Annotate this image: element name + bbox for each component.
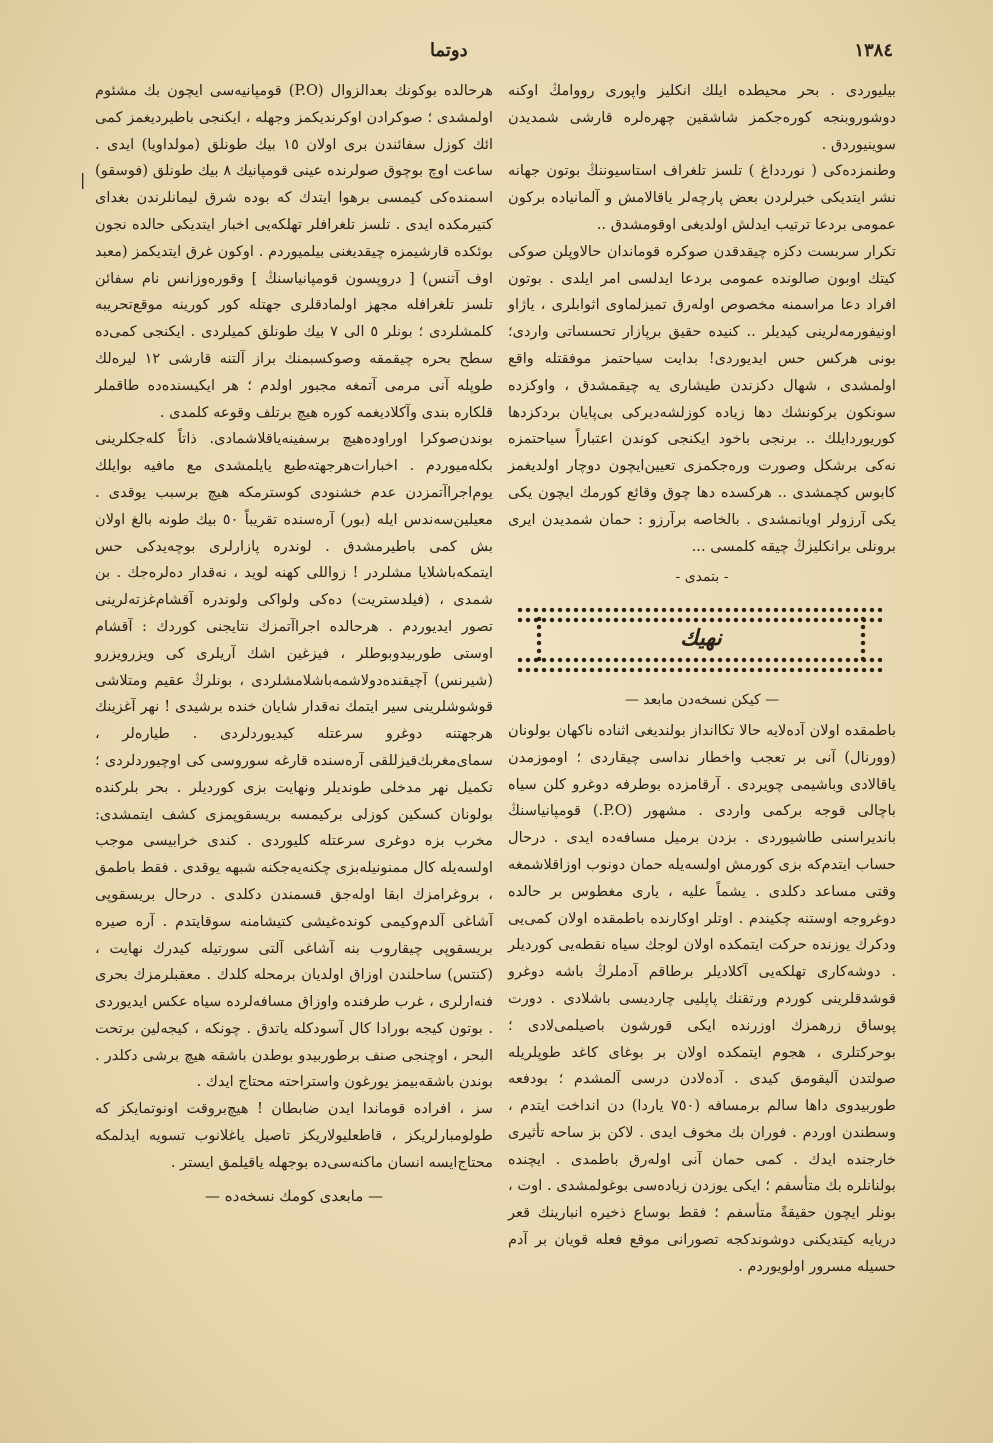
continued-label: — مابعدى كومك نسخه‌ده — — [204, 1186, 384, 1205]
page-number: ١٣٨٤ — [854, 40, 893, 61]
page-header — [90, 40, 893, 70]
frame-border-bottom — [516, 665, 886, 675]
section-title: نهيك — [680, 625, 722, 652]
continued-label: - بتمدى - — [675, 569, 729, 586]
frame-border-bottom-inner — [516, 655, 886, 665]
frame-border-top-inner — [516, 615, 886, 625]
paragraph: تكرار سربست دكزه چيقدقدن صوكره قوماندان حالاوپلن صوكى كيتك اوبون صالونده عمومى بردعا ايدلسى امر ايلدى . بوتون افراد دعا مراسمنه مخصوص اوله‌رق تميزلماوى اثوابلرى ، ياژاو اونيفورمه‌لرينى كيديلر .. كنيده حقيق برپازار تحسساتى واردى؛ بونى هركس حس ايديوردى! بدايت سياحتمز موفقتله واقع اولمشدى ، شهال دكزندن طيشارى يه چيقمشدق ، واوكزده سونكون بركونشك دها زياده كوزلشه‌ديركى بى‌پايان بردكزدها كوريوردايلك .. برنجى باخود ايكنجى كوندن اعتباراً سياحتمزه نه‌كى برشكل وصورت وره‌جكمزى تعيين‌ايچون دوچار اولديغمز كابوس كچمشدى .. هركسده دها چوق وقائع كورمك ايچون يكى يكى آرزولر اويانمشدى . بالخاصه برآرزو : حمان شمديدن ايرى برونلى برانكليزڭ چيقه كلمسى ... — [508, 242, 896, 555]
paragraph: بيليوردى . بحر محيطده ايلك انكليز واپورى رووامڭ اوكنه دوشوروبنجه كوره‌جكمز شاشقين چهره‌لره قارشى شمديدن سوينيوردق . — [508, 82, 896, 153]
paragraph: وطنمزده‌كى ( نوردداغ ) تلسز تلغراف استاسيوننڭ بوتون جهانه نشر ايتديكى خبرلردن بعض پارچه‌لر ياقالامش و آلمانياده بركون عمومى بردعا ترتيب ايدلش اولديغى اوقومشدق .. — [508, 162, 896, 233]
right-column — [508, 78, 896, 1281]
section-title-frame — [506, 601, 896, 679]
margin-mark: | — [80, 170, 86, 189]
frame-border-top — [516, 605, 886, 615]
paragraph: سز ، افراده قوماندا ايدن ضابطان ! هيچ‌بروقت اونوتمايكز كه طولومبارلريكز ، قاطعليولاريكز تاصيل ياغلانوب تسويه ايدلمكه محتاج‌ايسه انسان ماكنه‌سى‌ده بوجهله ياقيلمق ايستر . — [95, 1100, 493, 1171]
left-column — [95, 78, 493, 1209]
journal-title: دوتما — [430, 40, 468, 61]
section-subtitle: — كيكن نسخه‌دن مابعد — — [624, 692, 780, 709]
paragraph: هرحالده بوكونك بعدالزوال (P.O) قومپانيه‌سى ايچون بك مشئوم اولمشدى ؛ صوكرادن اوكرنديكمز وجهله ، ايكنجى باطيرديغمز كمى ائك كوزل سفائندن برى اولان ١٥ بيك طونلق (مولداويا) ايدى . ساعت اوچ بوچوق صولرنده عينى قومپانيك ٨ بيك طونلق (فوسقو) اسمنده‌كى كيمسى برهوا ايتدك كه بوده شرق ليمانلرندن بغداى كتيرمكده ايدى . تلسز تلغرافلر تهلكه‌يى اخبار ايتديكى حالده نجون بوئكده قارشيمزه چيقديغنى بيلميوردم . اوكون غرق ايتديكمز (معبد اوف آتنس) [ دروپسون قومپانياسنڭ ] وقوره‌وزانس نام سفائن تلسز تلغرافله مجهز اولمادقلرى جهتله كور كورينه موقع‌تحريبه كلمشلردى ؛ بونلر ٥ الى ٧ بيك طونلق كميلردى . ايكنجى كمى‌ده سطح بحره چيقمقه وصوكسبمنك براز آلتنه قارشى ١٢ ليره‌لك طوپله آنى مرمى آتمغه مجبور اولدم ؛ هر ايكيسنده‌ده طاقملر قلكاره بندى وآكلاديغمه كوره هيچ برتلف وقوعه كلمدى . — [95, 82, 494, 421]
paragraph: بوندن‌صوكرا اوراوده‌هيچ برسفينه‌ياقلاشمادى. ذاتاً كله‌جكلرينى بكله‌ميوردم . اخبارات‌هرجهته‌طبع يايلمشدى مع مافيه بوايلك يوم‌اجراآتمزدن عدم خشنودى كوسترمكه هيچ برسبب يوقدى . معيلين‌سه‌ندس ايله (بور) آره‌سنده تقريباً ٥٠ بيك طونه بالغ اولان بش كمى باطيرمشدق . لوندره پازارلرى بوچه‌يدكى حس ايتمكه‌باشلايا مشلردر ! زواللى كهنه لويد ، نه‌قدار ده‌لره‌جك . بن شمدى ، (فيلدستريت) ده‌كى ولواكى ولوندره آقشام‌غزته‌لرينى تصور ايديوردم . هرحالده اجراآتمزك نتايجنى كوردك : آقشام اوستى طوربيدوبوطلر ، فيزغين اشك آريلرى كى ويزرويزرو (شيرنس) آچيقنده‌دولاشمه‌باشلامشلردى ، بونلرڭ عقيم ومتلاشى قوشوشلرينى سير ايتمك نه‌قدار شايان خنده برشيدى ! نهر آغزينك هرجهتنه دوغرو سرعتله كيديوردلردى . طياره‌لر ، سماى‌مغربك‌قيزللقى آره‌سنده قارغه سوروسى كى اوچيوردلردى ؛ تكميل نهر مدخلى طونديلر ونهايت بزى كورديلر . بحر بلركنده بولونان كسكين كوزلى بركيمسه بريسقوپمزى كشف ايتمشدى: مخرب بزه دوغرى سرعتله كليوردى . كندى خرابيسى موجب اولسه‌يله كال ممنونيله‌بزى چكنه‌يه‌جكنه شبهه يوقدى . فقط باطمق ، بروغرامزك ابقا اوله‌جق قسمندن دكلدى . درحال بريسقوپى آشاغى آلدم‌وكيمى كونده‌غيشى كتيشامنه سوقايتدم . آره صيره بريسقوپى چيقاروب بنه آشاغى آلتى سورتيله كيدرك نهايت ، (كنتس) ساحلندن اوزاق اولديان برمحله كلدك . معقبلرمزك بحرى فنه‌ارلرى ، غرب طرفنده واوزاق مسافه‌لرده سياه عكس ايديوردى . بوتون كيجه بورادا كال آسودكله ياتدق . چونكه ، كيجه‌لين برتحت البحر ، اوچنجى صنف برطوربيدو بوطدن باشقه هيچ برشى دكلدر . بوندن باشقه‌بيمز يورغون واستراحته محتاج ايدك . — [94, 430, 493, 1091]
paragraph: باطمقده اولان آدەلايه حالا تكاانداز بولنديغى اثناده ناكهان بولونان (وورنال) آنى بر تعجب واخطار نداسى چيقاردى ؛ اوموزمدن ياقالادى وباشيمى چويردى . آرقامزده بوطرفه دوغرو كلن سياه باچالى قوجه بركمى واردى . مشهور (P.O.) قومپانياسنڭ بانديراسنى طاشيوردى . بزدن برميل مسافه‌ده ايدى . درحال حساب ايتدم‌كه بزى كورمش اولسه‌يله حمان دونوب اوزاقلاشمغه وقتى مساعد دكلدى . يشماً عليه ، يارى مغطوس بر حالده دوغروجه اوستنه چكيندم . اوتلر اوكارنده باطمقده اولان كمى‌يى ودكرك يوزنده حركت ايتمكده اولان لوجك سياه نقطه‌يى كورديلر . دوشه‌كارى تهلكه‌يى آكلاديلر برطاقم آدملرڭ باشه دوغرو قوشدقلرينى كوردم ورتقنك پاپليى چاردیسى باشلادى . دورت پوساق زرهمزك اوزرنده ايكى قورشون باصيلمى‌لادى ؛ بوحركتلرى ، هجوم ايتمكده اولان بر بوغاى كاغد طوپلريله صولتدن آليقومق كيدى . آدەلادن درسى آلمشدم ؛ بودفعه طوربيدوى داها سالم برمسافه (٧٥٠ ياردا) دن انداخت ايتدم ، وسطندن اوردم . فوران بك مخوف ايدى . لاكن بز ساحه تأثيرى خارجنده ايدك . كمى حمان آنى اوله‌رق باطمدى . ايچنده بولنانلره بك متأسفم ؛ ايكى يوزدن زياده‌سى بوغولمشدى . اوت ، بونلر ايچون حقيقةً متأسفم ؛ فقط بوساع ذخيره انبارينك قعر دريايه كيتديكنى دوشوندكجه تصورانى موقع فعله قويان بر آدم حسيله مسرور اولويوردم . — [508, 721, 896, 1275]
